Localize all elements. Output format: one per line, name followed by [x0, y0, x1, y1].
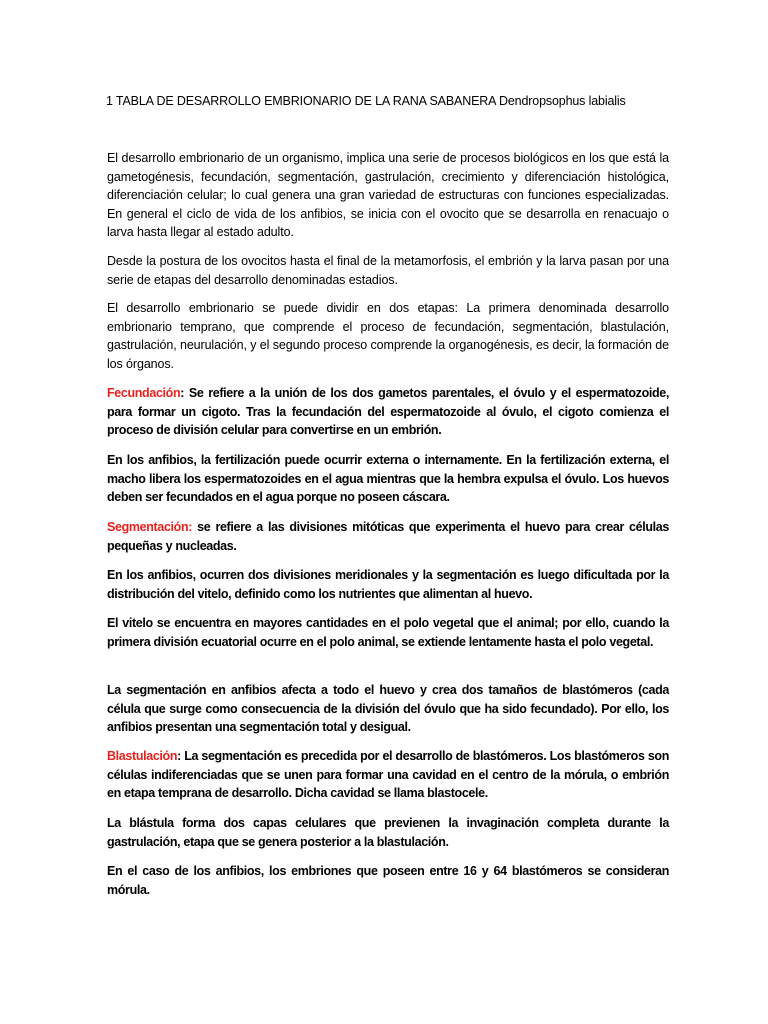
paragraph-fertilizacion: [107, 451, 669, 507]
paragraph-intro: [107, 149, 669, 242]
paragraph-segmentacion: [107, 518, 669, 555]
paragraph-text: se refiere a las divisiones mitóticas que experimenta el huevo para crear células pequeñas y nucleadas.: [107, 520, 669, 553]
paragraph-blastula: [107, 814, 669, 851]
paragraph-morula: [107, 862, 669, 899]
paragraph-text: Desde la postura de los ovocitos hasta el final de la metamorfosis, el embrión y la larva pasan por una serie de etapas del desarrollo denominadas estadios.: [107, 254, 669, 287]
paragraph-vitelo: [107, 614, 669, 651]
title-species: Dendropsophus labialis: [498, 94, 626, 108]
paragraph-text: En los anfibios, la fertilización puede ocurrir externa o internamente. En la fertilización externa, el macho libera los espermatozoides en el agua mientras que la hembra expulsa el óvulo. Los huevos deben ser fecundados en el agua porque no poseen cáscara.: [107, 453, 669, 505]
paragraph-text: El desarrollo embrionario se puede dividir en dos etapas: La primera denominada desarrollo embrionario temprano, que comprende el proceso de fecundación, segmentación, blastulación, gastrulación, neurulación, y el segundo proceso comprende la organogénesis, es decir, la formación de los órganos.: [107, 301, 669, 371]
keyword-segmentacion: Segmentación:: [107, 520, 193, 534]
keyword-fecundacion: Fecundación: [107, 386, 181, 400]
paragraph-text: El desarrollo embrionario de un organismo, implica una serie de procesos biológicos en los que está la gametogénesis, fecundación, segmentación, gastrulación, crecimiento y diferenciación histológica, diferenciación celular; lo cual genera una gran variedad de estructuras con funciones especializadas. En general el ciclo de vida de los anfibios, se inicia con el ovocito que se desarrolla en renacuajo o larva hasta llegar al estado adulto.: [107, 151, 669, 240]
paragraph-text: La segmentación en anfibios afecta a todo el huevo y crea dos tamaños de blastómeros (cada célula que surge como consecuencia de la división del óvulo que ha sido fecundado). Por ello, los anfibios presentan una segmentación total y desigual.: [107, 683, 669, 735]
paragraph-blastulacion: [107, 747, 669, 803]
paragraph-blastomeros: [107, 681, 669, 737]
paragraph-text: El vitelo se encuentra en mayores cantidades en el polo vegetal que el animal; por ello, cuando la primera división ecuatorial ocurre en el polo animal, se extiende lentamente hasta el polo vegetal.: [107, 616, 669, 649]
document-title: [106, 93, 706, 109]
paragraph-text: : La segmentación es precedida por el desarrollo de blastómeros. Los blastómeros son células indiferenciadas que se unen para formar una cavidad en el centro de la mórula, o embrión en etapa temprana de desarrollo. Dicha cavidad se llama blastocele.: [107, 749, 669, 801]
keyword-blastulacion: Blastulación: [107, 749, 178, 763]
paragraph-text: En los anfibios, ocurren dos divisiones meridionales y la segmentación es luego dificultada por la distribución del vitelo, definido como los nutrientes que alimentan al huevo.: [107, 568, 669, 601]
paragraph-fecundacion: [107, 384, 669, 440]
paragraph-text: En el caso de los anfibios, los embriones que poseen entre 16 y 64 blastómeros se consideran mórula.: [107, 864, 669, 897]
paragraph-divisiones: [107, 566, 669, 603]
title-main: 1 TABLA DE DESARROLLO EMBRIONARIO DE LA RANA SABANERA: [106, 94, 496, 108]
paragraph-text: : Se refiere a la unión de los dos gametos parentales, el óvulo y el espermatozoide, para formar un cigoto. Tras la fecundación del espermatozoide al óvulo, el cigoto comienza el proceso de división celular para convertirse en un embrión.: [107, 386, 669, 438]
paragraph-estadios: [107, 252, 669, 289]
paragraph-text: La blástula forma dos capas celulares que previenen la invaginación completa durante la gastrulación, etapa que se genera posterior a la blastulación.: [107, 816, 669, 849]
paragraph-etapas: [107, 299, 669, 373]
